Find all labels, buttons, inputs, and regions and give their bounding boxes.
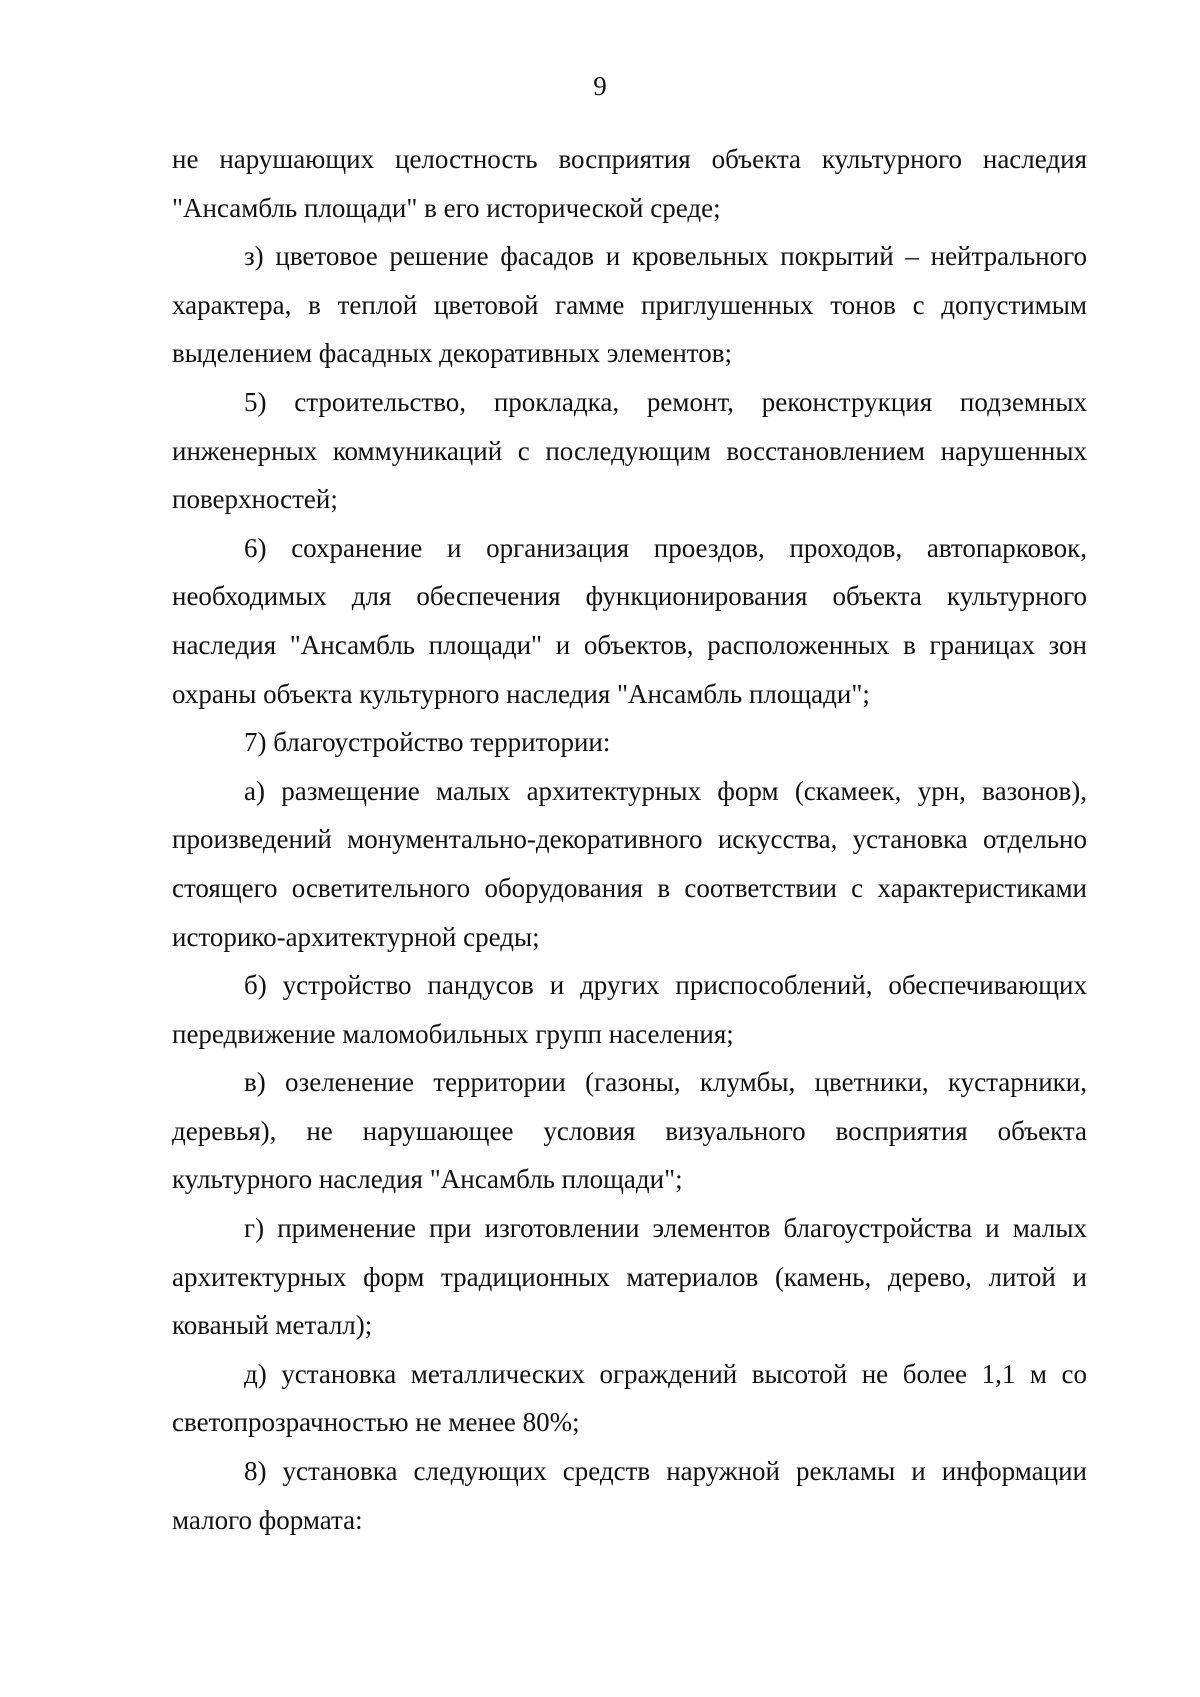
paragraph-item-d: д) установка металлических ограждений высотой не более 1,1 м со светопрозрачностью не менее 80%; [172, 1358, 1087, 1438]
document-body [172, 135, 1087, 1544]
paragraph-item-5: 5) строительство, прокладка, ремонт, реконструкция подземных инженерных коммуникаций с последующим восстановлением нарушенных поверхностей; [172, 386, 1087, 515]
paragraph-item-z: з) цветовое решение фасадов и кровельных покрытий – нейтрального характера, в теплой цветовой гамме приглушенных тонов с допустимым выделением фасадных декоративных элементов; [172, 241, 1087, 369]
paragraph-continuation: не нарушающих целостность восприятия объекта культурного наследия "Ансамбль площади" в его исторической среде; [172, 144, 1087, 223]
paragraph-item-b: б) устройство пандусов и других приспособлений, обеспечивающих передвижение маломобильных групп населения; [172, 970, 1087, 1049]
paragraph-item-v: в) озеленение территории (газоны, клумбы, цветники, кустарники, деревья), не нарушающее условия визуального восприятия объекта культурного наследия "Ансамбль площади"; [172, 1067, 1087, 1195]
paragraph-item-8: 8) установка следующих средств наружной рекламы и информации малого формата: [172, 1456, 1087, 1535]
paragraph-item-7: 7) благоустройство территории: [244, 727, 611, 758]
paragraph-item-g: г) применение при изготовлении элементов благоустройства и малых архитектурных форм традиционных материалов (камень, дерево, литой и кованый металл); [172, 1213, 1087, 1341]
paragraph-item-a: а) размещение малых архитектурных форм (скамеек, урн, вазонов), произведений монументально-декоративного искусства, установка отдельно стоящего осветительного оборудования в соответствии с характеристиками историко-архитектурной среды; [172, 775, 1087, 952]
paragraph-item-6: 6) сохранение и организация проездов, проходов, автопарковок, необходимых для обеспечения функционирования объекта культурного наследия "Ансамбль площади" и объектов, расположенных в границах зон охраны объекта культурного наследия "Ансамбль площади"; [172, 532, 1087, 709]
page-number: 9 [593, 71, 607, 101]
